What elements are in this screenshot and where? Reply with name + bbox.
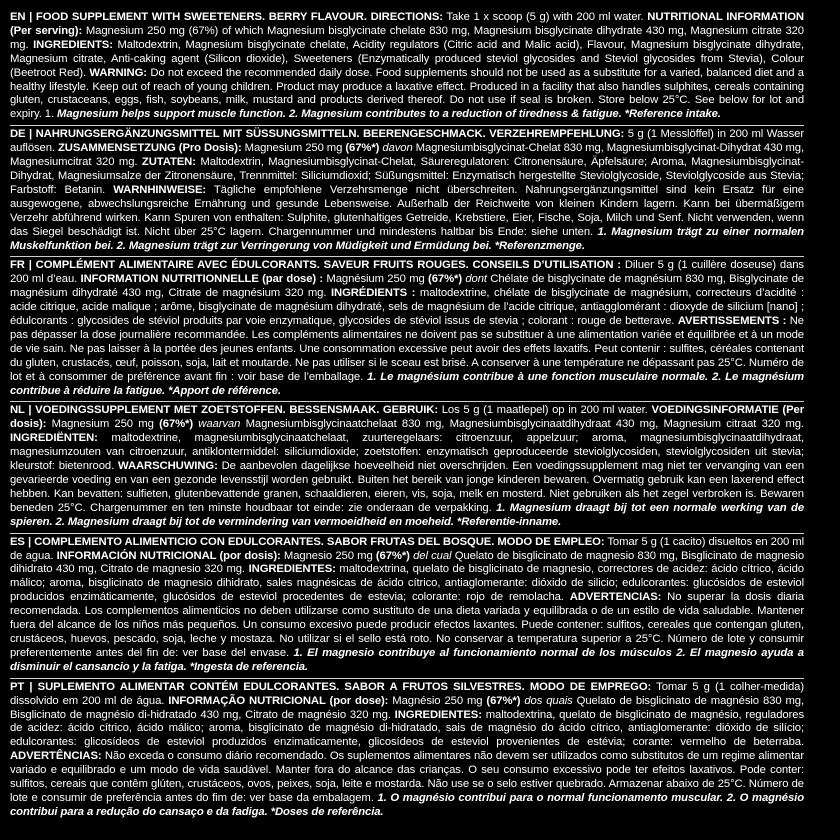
text-run: Magnésio 250 mg (388, 694, 487, 707)
text-run: 1. Magnesium draagt bij tot een normale werking van de spieren. 2. Magnesium draagt bij tot de vermindering van vermoeidheid en moeheid. *Referentie-inname. (10, 501, 805, 528)
text-run: PT | SUPLEMENTO ALIMENTAR CONTÉM EDULCORANTES. SABOR A FRUTOS SILVESTRES. MODO DE EMPREGO: (10, 680, 652, 693)
text-run: Chélate de bisglycinate de magnésium 830 mg, Bisglycinate de magnésium dihydraté 430 mg, Citrate de magnésium 320 mg. (10, 273, 804, 300)
text-run: ZUSAMMENSETZUNG (Pro Dosis): (58, 142, 242, 155)
text-run: INFORMATION NUTRITIONNELLE (par dose) : (80, 273, 324, 286)
text-run: FR | COMPLÉMENT ALIMENTAIRE AVEC ÉDULCORANTS. SAVEUR FRUITS ROUGES. CONSEILS D’UTILISATION : (10, 259, 621, 272)
text-run: Tomar 5 g (1 cacito) disueltos en 200 ml de agua. (10, 535, 804, 562)
text-run: NUTRITIONAL INFORMATION (Per serving): (10, 11, 804, 37)
text-run: maltodextrine, chélate de bisglycinate de magnésium, correcteurs d’acidité : acide citrique, acide malique ; arôme, bisglycinate de magnésium dihydraté, sels de magnésium de l’acide citrique, antiagglomérant : dioxyde de silicium [nano] ; édulcorants : glycosides de stéviol produits par voie enzymatique, glycosides de stéviol issus de stevia ; colorant : rouge de betterave. (10, 287, 804, 328)
text-run: INGREDIENTES: (248, 563, 336, 576)
text-run: No superar la dosis diaria recomendada. Los complementos alimenticios no deben utilizarse como sustituto de una dieta variada y equilibrada o de un estilo de vida saludable. Mantener fuera del alcance de los niños más pequeños. Un consumo excesivo puede producir efectos laxantes. Puede contener: sulfitos, cereales que contengan gluten, crustáceos, huevos, pescado, soja, leche y mostaza. No utilizar si el sello está roto. No conservar a temperatura superior a 25°C. Número de lote y consumir preferentemente antes del fin de: ver base del envase. (10, 591, 804, 659)
text-run: maltodextrina, quelato de bisglicinato de magnésio, reguladores de acidez: ácido cítrico, ácido málico; aroma, bisglicinato de magnésio di-hidratado, sais de magnésio do ácido cítrico, antiaglomerante: dióxido de silício; edulcorantes: glicosídeos de esteviol produzidos enzimaticamente, glicosídeos de esteviol provenientes de estévia; corante: vermelho de beterraba. (10, 708, 804, 749)
text-run: WARNHINWEISE: (113, 183, 207, 196)
text-run: 1. El magnesio contribuye al funcionamiento normal de los músculos 2. El magnesio ayuda a disminuir el cansancio y la fatiga. *Ingesta de referencia. (10, 646, 804, 673)
supplement-label-text (10, 9, 804, 823)
section-de (10, 126, 804, 257)
text-run: Los 5 g (1 maatlepel) op in 200 ml water. (438, 404, 652, 417)
text-run: ADVERTÊNCIAS: (10, 750, 102, 763)
text-run: del cual (413, 549, 452, 562)
text-run: Do not exceed the recommended daily dose. Food supplements should not be used as a substitute for a varied, balanced diet and a healthy lifestyle. Keep out of reach of young children. Product may produce a laxative effect. Produced in a facility that also handles sulphites, cereals containing gluten, crustaceans, eggs, fish, soybeans, milk, mustard and products derived thereof. Do not use if seal is broken. Store below 25°C. See below for lot and expiry. 1. (10, 66, 804, 121)
text-run: Maltodextrin, Magnesiumbisglycinat-Chelat, Säureregulatoren: Citronensäure, Äpfelsäure; Aroma, Magnesiumbisglycinat-Dihydrat, Magnesiumsalze der Zitronensäure, Trennmittel: Siliciumdioxid; Süßungsmittel: Enzymatisch hergestellte Steviolglycoside, Steviolglycoside aus Stevia; Farbstoff: Betanin. (10, 156, 804, 196)
text-run: Quelato de bisglicinato de magnesio 830 mg, Bisglicinato de magnesio dihidrato 430 mg, Citrato de magnesio 320 mg. (10, 549, 804, 576)
text-run: Magnesium 250 mg (67%) of which Magnesium bisglycinate chelate 830 mg, Magnesium bisglycinate dihydrate 430 mg, Magnesium citrate 320 mg. (10, 24, 804, 51)
section-pt (10, 679, 804, 823)
text-run: VOEDINGSINFORMATIE (Per dosis): (10, 404, 805, 431)
text-run: NL | VOEDINGSSUPPLEMENT MET ZOETSTOFFEN. BESSENSMAAK. GEBRUIK: (10, 404, 438, 417)
text-run: Diluer 5 g (1 cuillère doseuse) dans 200 ml d’eau. (10, 259, 804, 286)
text-run: EN | FOOD SUPPLEMENT WITH SWEETENERS. BERRY FLAVOUR. DIRECTIONS: (10, 11, 443, 23)
text-run: Take 1 x scoop (5 g) with 200 ml water. (442, 11, 648, 23)
text-run: 1. O magnésio contribui para o normal funcionamento muscular. 2. O magnésio contribui para a redução do cansaço e da fadiga. *Doses de referência. (10, 791, 804, 818)
text-run: INGRÉDIENTS : (330, 287, 416, 300)
text-run: dont (465, 273, 487, 286)
text-run: davon (382, 142, 413, 155)
text-run: Magnesium 250 mg (241, 142, 346, 155)
text-run: dos quais (524, 694, 573, 707)
text-run: INFORMACIÓN NUTRICIONAL (por dosis): (56, 549, 281, 562)
section-es (10, 534, 804, 679)
text-run: Magnesium 250 mg (46, 418, 160, 431)
text-run: (67%*) (345, 142, 380, 155)
text-run: De aanbevolen dagelijkse hoeveelheid niet overschrijden. Een voedingssupplement mag niet ter vervanging van een gevarieerde voeding en van een gezonde levensstijl worden gebruikt. Buiten het bereik van jonge kinderen bewaren. Overmatig gebruik kan een laxerend effect hebben. Kan bevatten: sulfieten, glutenbevattende granen, schaaldieren, eieren, vis, soja, melk en mosterd. Niet gebruiken als het zegel verbroken is. Bewaren beneden 25°C. Chargenummer en ten minste houdbaar tot einde: zie onderaan de verpakking. (10, 460, 804, 514)
text-run: WARNING: (89, 66, 147, 79)
text-run: Maltodextrin, Magnesium bisglycinate chelate, Acidity regulators (Citric acid and Malic acid), Flavour, Magnesium bisglycinate dihydrate, Magnesium citrate, Anti-caking agent (Silicon dioxide), Sweeteners (Enzymatically produced steviol glycosides and Steviol glycosides from Stevia), Colour (Beetroot Red). (10, 38, 804, 79)
text-run: ES | COMPLEMENTO ALIMENTICIO CON EDULCORANTES. SABOR FRUTAS DEL BOSQUE. MODO DE EMPLEO: (10, 535, 605, 548)
section-fr (10, 257, 804, 402)
text-run: Magnesio 250 mg (280, 549, 376, 562)
text-run: (67%*) (159, 418, 193, 431)
text-run: (67%*) (486, 694, 521, 707)
text-run: maltodextrine, magnesiumbisglycinaatchelaat, zuurteregelaars: citroenzuur, appelzuur; aroma, magnesiumbisglycinaatdihydraat, magnesiumzouten van citroenzuur, antiklontermiddel: siliciumdioxide; zoetstoffen: enzymatisch geproduceerde steviolglycosiden, steviolglycosiden uit stevia; kleurstof: bietenrood. (10, 432, 804, 473)
text-run: (67%*) (428, 273, 462, 286)
text-run: Quelato de bisglicinato de magnésio 830 mg, Bisglicinato de magnésio di-hidratado 430 mg, Citrato de magnésio 320 mg. (10, 694, 804, 721)
text-run: Tägliche empfohlene Verzehrsmenge nicht überschreiten. Nahrungsergänzungsmittel sind kein Ersatz für eine ausgewogene, abwechslungsreiche Ernährung und gesunde Lebensweise. Außerhalb der Reichweite von kleinen Kindern lagern. Kann bei übermäßigem Verzehr abführend wirken. Kann Spuren von enthalten: Sulphite, glutenhaltiges Getreide, Krebstiere, Eier, Fische, Soja, Milch und Senf. Nicht verwenden, wenn das Siegel beschädigt ist. Nicht über 25°C lagern. Chargennummer und mindestens haltbar bis Ende: siehe unten. (10, 183, 804, 238)
text-run: (67%*) (375, 549, 410, 562)
section-en (10, 9, 804, 126)
text-run: Não exceda o consumo diário recomendado. Os suplementos alimentares não devem ser utilizados como substitutos de um regime alimentar variado e equilibrado e um modo de vida saudável. Manter fora do alcance das crianças. O seu consumo excessivo pode ter efeitos laxativos. Pode conter: sulfitos, cereais que contêm glúten, crustáceos, ovos, peixes, soja, leite e mostarda. Não use se o selo estiver quebrado. Armazenar abaixo de 25°C. Número de lote e consumir de preferência antes do fim de: ver base da embalagem. (10, 750, 804, 804)
text-run: AVERTISSEMENTS : (677, 315, 787, 328)
text-run: INGREDIËNTEN: (10, 432, 98, 445)
text-run: INGREDIENTES: (394, 708, 482, 721)
text-run: INFORMAÇÃO NUTRICIONAL (por dose): (168, 694, 389, 707)
text-run: Magnesium helps support muscle function. 2. Magnesium contributes to a reduction of tiredness & fatigue. *Reference intake. (57, 108, 721, 121)
text-run: 1. Magnesium trägt zu einer normalen Muskelfunktion bei. 2. Magnesium trägt zur Verringerung von Müdigkeit und Ermüdung bei. *Referenzmenge. (10, 225, 804, 252)
text-run: Magnesiumbisglycinaatchelaat 830 mg, Magnesiumbisglycinaatdihydraat 430 mg, Magnesium citraat 320 mg. (240, 418, 804, 431)
text-run: Magnésium 250 mg (323, 273, 429, 286)
text-run: DE | NAHRUNGSERGÄNZUNGSMITTEL MIT SÜSSUNGSMITTELN. BEERENGESCHMACK. VERZEHREMPFEHLUNG: (10, 128, 625, 141)
text-run: INGREDIENTS: (33, 38, 113, 51)
text-run: 1. Le magnésium contribue à une fonction musculaire normale. 2. Le magnésium contribue à réduire la fatigue. *Apport de référence. (10, 370, 804, 397)
text-run: Magnesiumbisglycinat-Chelat 830 mg, Magnesiumbisglycinat-Dihydrat 430 mg, Magnesiumcitrat 320 mg. (10, 142, 804, 169)
text-run: WAARSCHUWING: (118, 460, 218, 473)
section-nl (10, 402, 804, 533)
text-run: 5 g (1 Messlöffel) in 200 ml Wasser auflösen. (10, 128, 804, 155)
text-run: Ne pas dépasser la dose journalière recommandée. Les compléments alimentaires ne doivent pas se substituer à une alimentation variée et équilibrée et à un mode de vie sain. Ne pas laisser à la portée des jeunes enfants. Une consommation excessive peut avoir des effets laxatifs. Peut contenir : sulfites, céréales contenant du gluten, crustacés, œuf, poisson, soja, lait et moutarde. Ne pas utiliser si le sceau est brisé. A conserver à une température ne dépassant pas 25°C. Numéro de lot et à consommer de préférence avant fin : voir base de l’emballage. (10, 315, 804, 383)
text-run: Tomar 5 g (1 colher-medida) dissolvido em 200 ml de água. (10, 680, 804, 707)
text-run: waarvan (198, 418, 241, 431)
text-run: ZUTATEN: (141, 156, 196, 169)
text-run: maltodextrina, quelato de bisglicinato de magnesio, correctores de acidez: ácido cítrico, ácido málico; aroma, bisglicinato de magnesio dihidrato, sales magnésicas de ácido cítrico, antiaglomerante: dióxido de silicio; edulcorantes: glucósidos de esteviol producidos enzimáticamente, glucósidos de esteviol procedentes de estevia; colorante: rojo de remolacha. (10, 563, 804, 604)
text-run: ADVERTENCIAS: (569, 591, 662, 604)
